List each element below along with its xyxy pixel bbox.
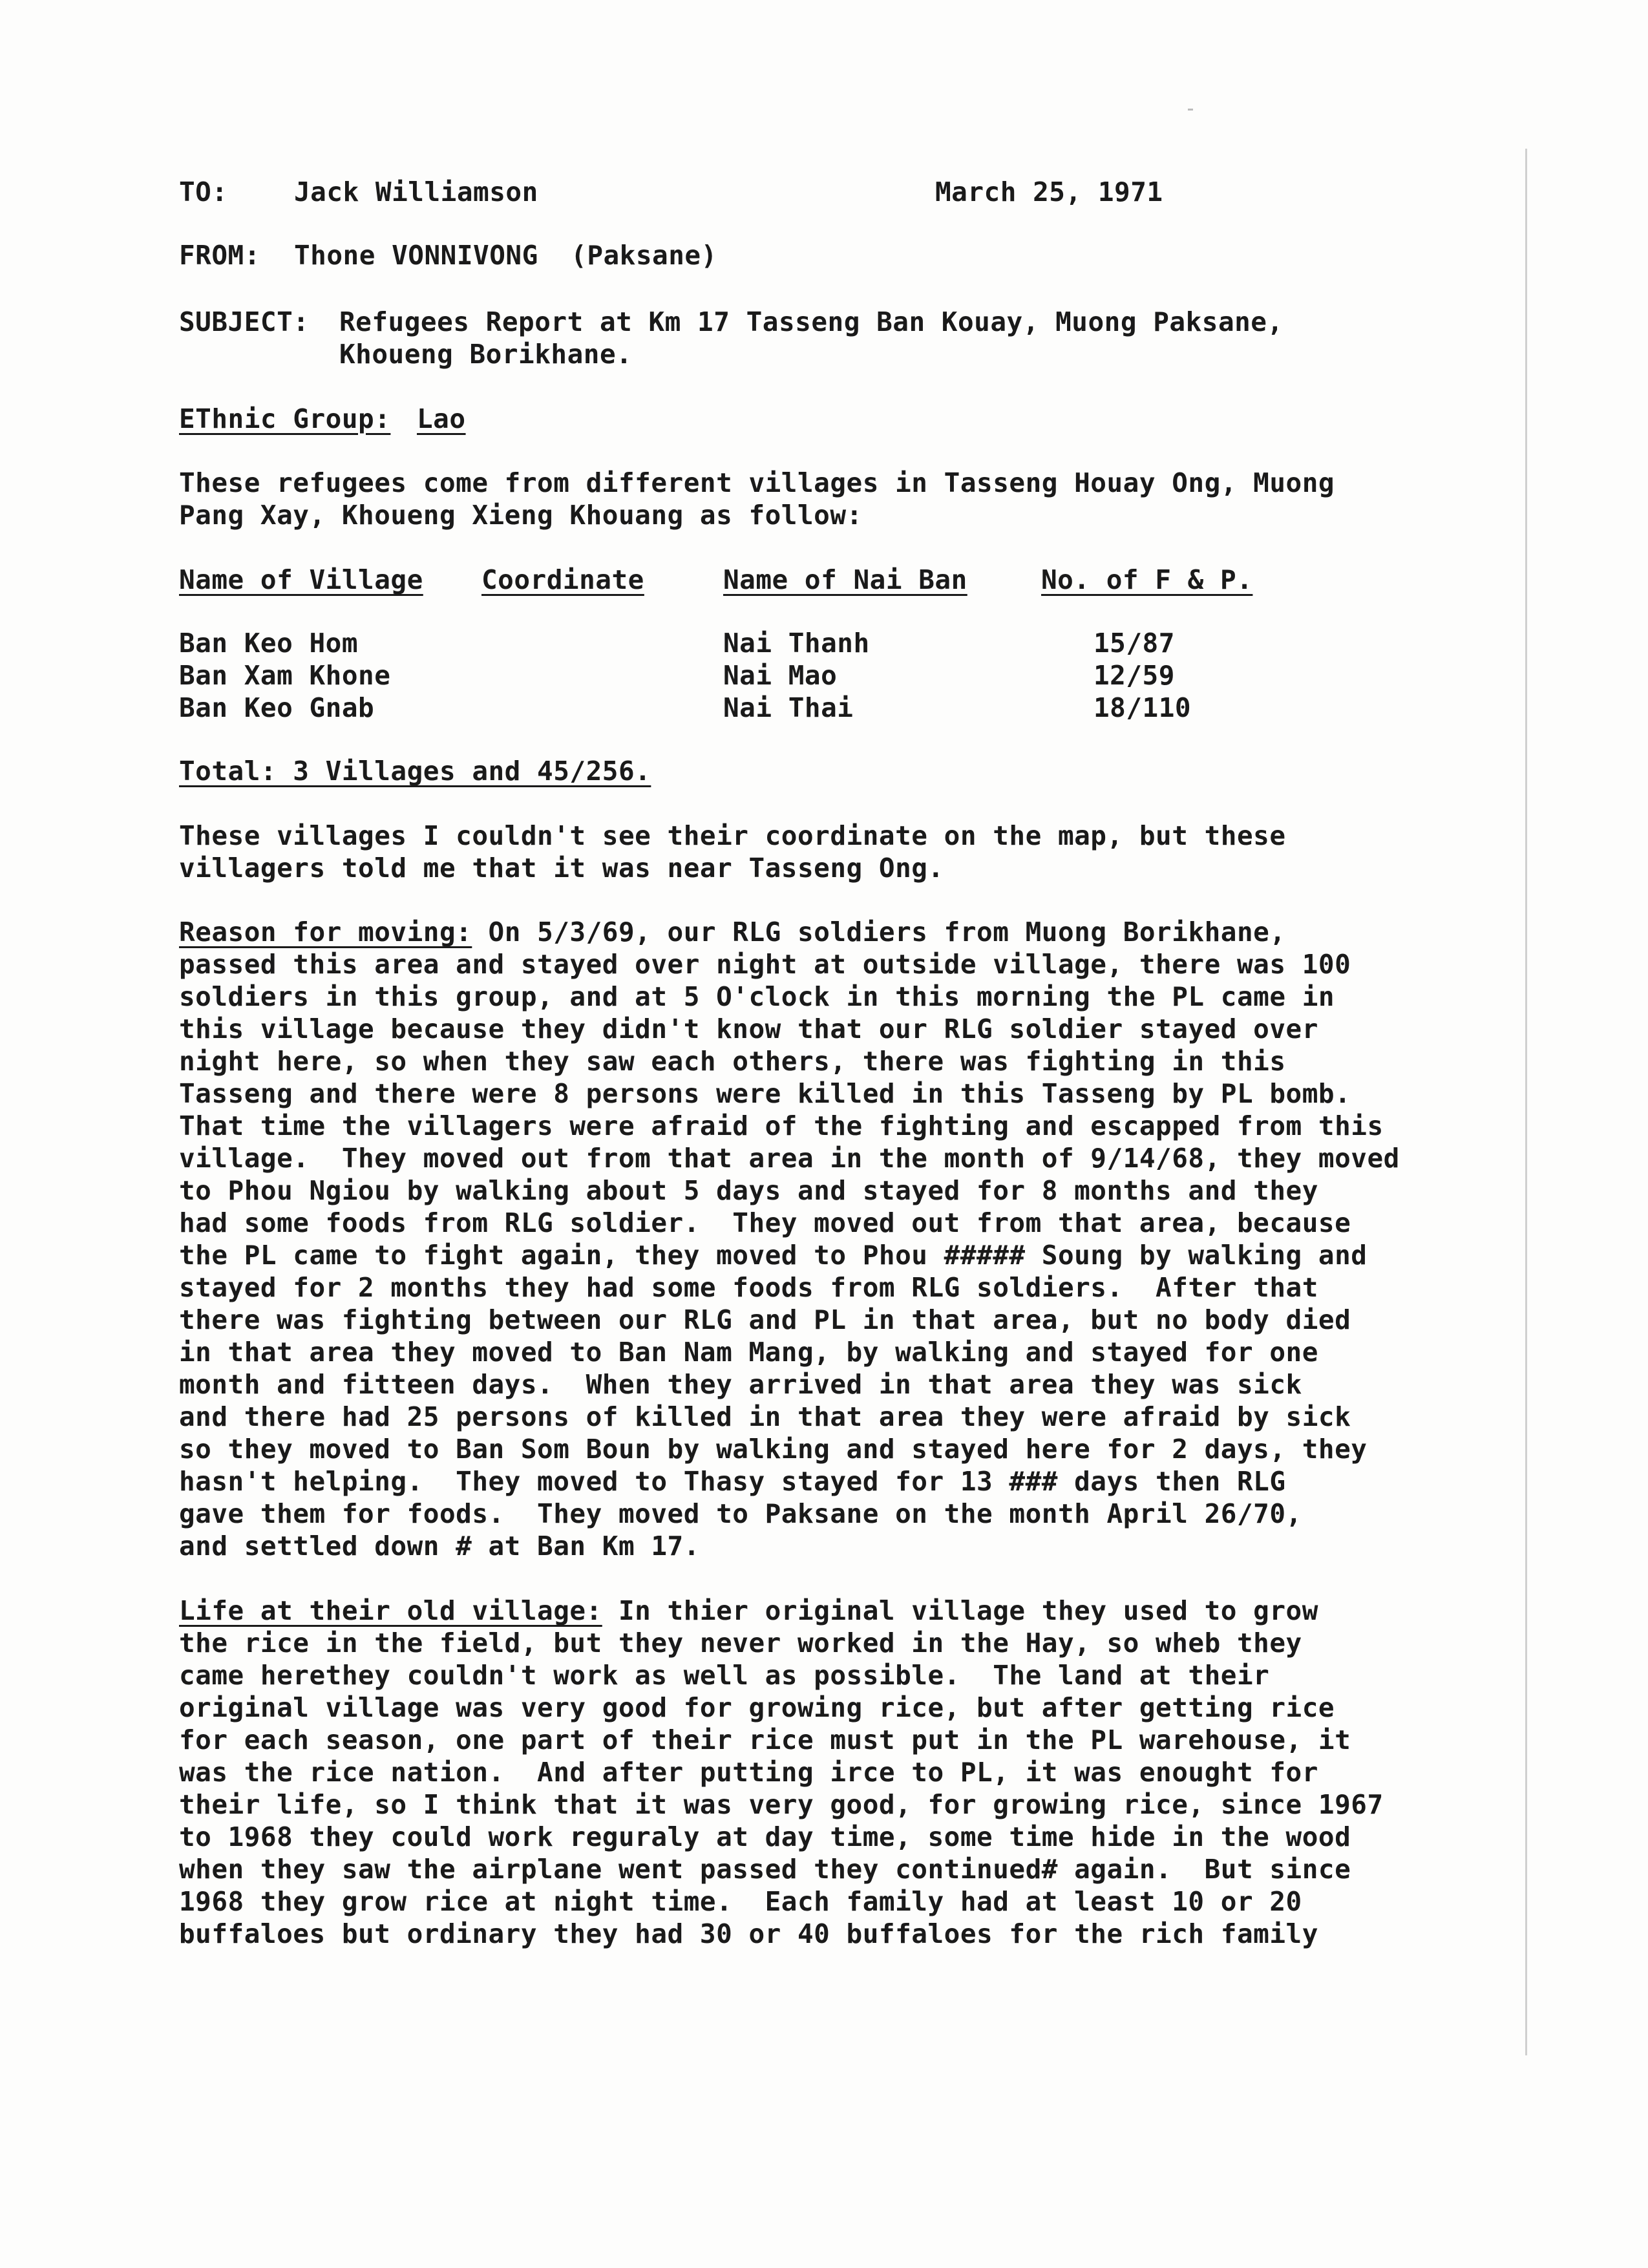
life-line: to 1968 they could work reguraly at day time, some time hide in the wood <box>179 1821 1351 1852</box>
table-cell-count: 15/87 <box>1093 628 1175 659</box>
table-header-coordinate: Coordinate <box>481 564 644 595</box>
table-header-count: No. of F & P. <box>1041 564 1253 595</box>
reason-line: so they moved to Ban Som Boun by walking and stayed here for 2 days, they <box>179 1434 1368 1465</box>
life-first-line-text: In thier original village they used to grow <box>602 1595 1318 1626</box>
life-line: original village was very good for growing rice, but after getting rice <box>179 1692 1335 1723</box>
reason-line: night here, so when they saw each others, there was fighting in this <box>179 1046 1286 1077</box>
life-line: came herethey couldn't work as well as possible. The land at their <box>179 1660 1270 1691</box>
ethnic-group-value: Lao <box>417 403 466 434</box>
intro-line: Pang Xay, Khoueng Xieng Khouang as follow: <box>179 500 863 531</box>
reason-line: and settled down # at Ban Km 17. <box>179 1531 700 1562</box>
reason-line: That time the villagers were afraid of the fighting and escapped from this <box>179 1110 1384 1141</box>
to-value: Jack Williamson <box>294 176 538 207</box>
reason-line: soldiers in this group, and at 5 O'clock in this morning the PL came in <box>179 981 1335 1012</box>
binding-line <box>1525 149 1527 2055</box>
to-label: TO: <box>179 176 228 207</box>
reason-line: in that area they moved to Ban Nam Mang, by walking and stayed for one <box>179 1337 1318 1368</box>
reason-line: gave them for foods. They moved to Paksane on the month April 26/70, <box>179 1498 1302 1529</box>
reason-line: and there had 25 persons of killed in that area they were afraid by sick <box>179 1401 1351 1432</box>
reason-line: this village because they didn't know that our RLG soldier stayed over <box>179 1013 1318 1044</box>
life-line: when they saw the airplane went passed they continued# again. But since <box>179 1854 1351 1885</box>
life-line: was the rice nation. And after putting irce to PL, it was enought for <box>179 1757 1318 1788</box>
reason-heading: Reason for moving: <box>179 917 472 948</box>
table-cell-count: 18/110 <box>1093 692 1192 723</box>
table-cell-nai-ban: Nai Thai <box>723 692 854 723</box>
life-line: their life, so I think that it was very good, for growing rice, since 1967 <box>179 1789 1384 1820</box>
reason-line: there was fighting between our RLG and PL in that area, but no body died <box>179 1304 1351 1335</box>
reason-first-line-text: On 5/3/69, our RLG soldiers from Muong Borikhane, <box>472 917 1286 948</box>
memo-date: March 25, 1971 <box>935 176 1163 207</box>
reason-line: the PL came to fight again, they moved to Phou ##### Soung by walking and <box>179 1240 1368 1271</box>
note-line: These villages I couldn't see their coordinate on the map, but these <box>179 820 1286 851</box>
ethnic-group-label: EThnic Group: <box>179 403 391 434</box>
reason-line: to Phou Ngiou by walking about 5 days and stayed for 8 months and they <box>179 1175 1318 1206</box>
life-line: the rice in the field, but they never worked in the Hay, so wheb they <box>179 1627 1302 1659</box>
table-header-nai-ban: Name of Nai Ban <box>723 564 967 595</box>
reason-line: village. They moved out from that area in the month of 9/14/68, they moved <box>179 1143 1400 1174</box>
life-line: for each season, one part of their rice must put in the PL warehouse, it <box>179 1724 1351 1755</box>
reason-line: stayed for 2 months they had some foods from RLG soldiers. After that <box>179 1272 1318 1303</box>
life-line: 1968 they grow rice at night time. Each family had at least 10 or 20 <box>179 1886 1302 1917</box>
reason-line: had some foods from RLG soldier. They moved out from that area, because <box>179 1207 1351 1238</box>
table-header-village: Name of Village <box>179 564 423 595</box>
scan-speck <box>1188 109 1193 111</box>
table-cell-nai-ban: Nai Mao <box>723 660 838 691</box>
table-cell-nai-ban: Nai Thanh <box>723 628 870 659</box>
reason-line: Tasseng and there were 8 persons were killed in this Tasseng by PL bomb. <box>179 1078 1351 1109</box>
life-first-line <box>179 1595 1318 1627</box>
table-cell-count: 12/59 <box>1093 660 1175 691</box>
subject-line-2: Khoueng Borikhane. <box>339 339 633 370</box>
from-label: FROM: <box>179 240 260 271</box>
life-line: buffaloes but ordinary they had 30 or 40 buffaloes for the rich family <box>179 1918 1318 1949</box>
subject-line-1: Refugees Report at Km 17 Tasseng Ban Kouay, Muong Paksane, <box>339 306 1284 337</box>
reason-line: passed this area and stayed over night at outside village, there was 100 <box>179 949 1351 980</box>
table-cell-village: Ban Keo Gnab <box>179 692 375 723</box>
note-line: villagers told me that it was near Tasseng Ong. <box>179 853 944 884</box>
table-cell-village: Ban Xam Khone <box>179 660 391 691</box>
subject-label: SUBJECT: <box>179 306 310 337</box>
reason-line: hasn't helping. They moved to Thasy stayed for 13 ### days then RLG <box>179 1466 1286 1497</box>
total-summary: Total: 3 Villages and 45/256. <box>179 756 651 787</box>
life-heading: Life at their old village: <box>179 1595 602 1626</box>
table-cell-village: Ban Keo Hom <box>179 628 359 659</box>
reason-first-line <box>179 916 1286 948</box>
reason-line: month and fitteen days. When they arrived in that area they was sick <box>179 1369 1302 1400</box>
intro-line: These refugees come from different villages in Tasseng Houay Ong, Muong <box>179 467 1335 498</box>
from-value: Thone VONNIVONG (Paksane) <box>294 240 717 271</box>
